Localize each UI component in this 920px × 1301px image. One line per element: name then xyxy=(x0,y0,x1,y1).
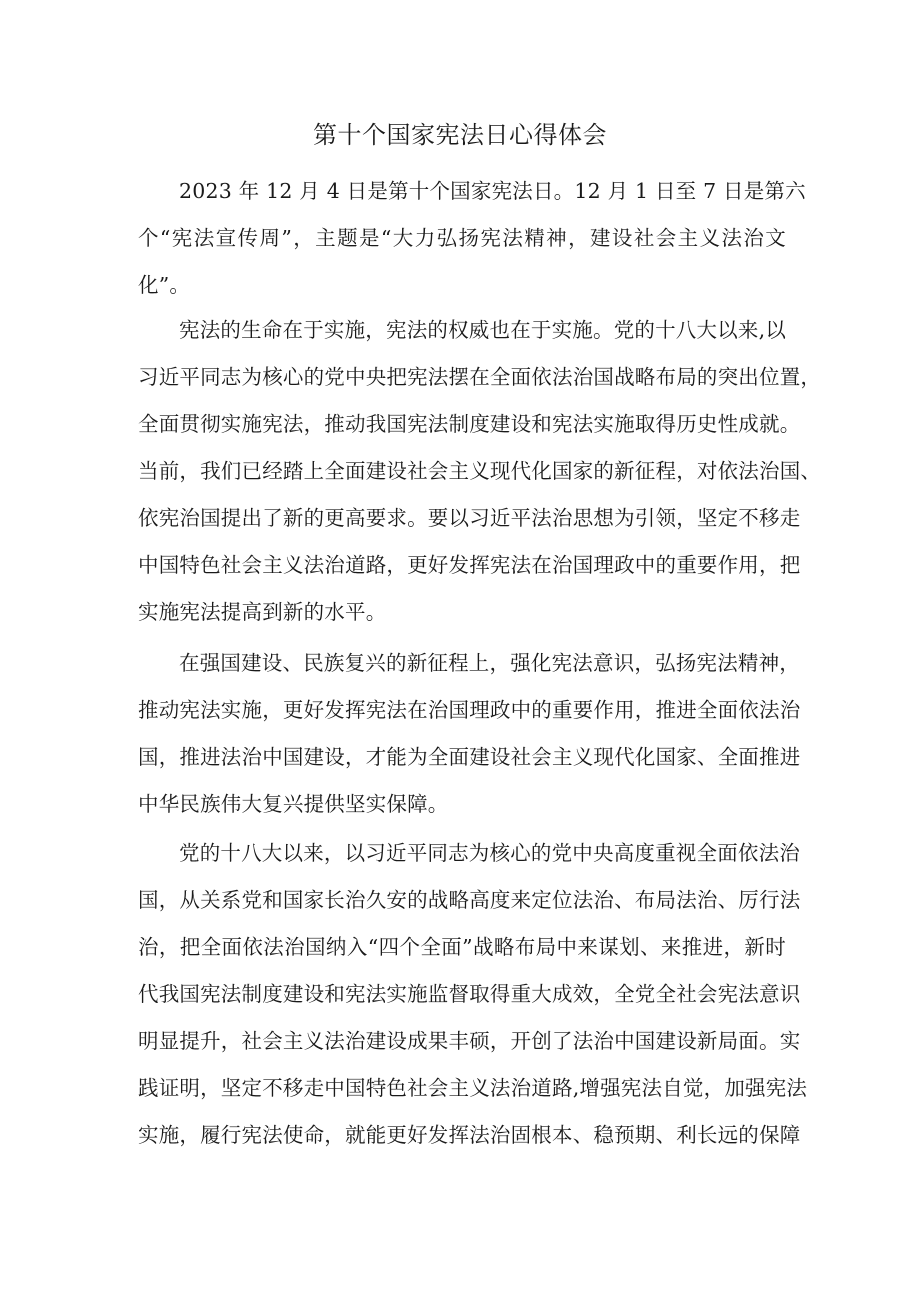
paragraph-line: 当前，我们已经踏上全面建设社会主义现代化国家的新征程，对依法治国、 xyxy=(138,459,822,483)
paragraph-line: 宪法的生命在于实施，宪法的权威也在于实施。党的十八大以来,以 xyxy=(179,318,787,342)
paragraph-line: 推动宪法实施，更好发挥宪法在治国理政中的重要作用，推进全面依法治 xyxy=(138,698,801,722)
paragraph-line: 实施宪法提高到新的水平。 xyxy=(138,600,387,624)
paragraph-line: 党的十八大以来，以习近平同志为核心的党中央高度重视全面依法治 xyxy=(179,841,800,865)
paragraph-line: 中华民族伟大复兴提供坚实保障。 xyxy=(138,792,449,816)
paragraph-line: 个“宪法宣传周”，主题是“大力弘扬宪法精神，建设社会主义法治文 xyxy=(138,226,786,250)
paragraph-line: 全面贯彻实施宪法，推动我国宪法制度建设和宪法实施取得历史性成就。 xyxy=(138,412,801,436)
paragraph-2 xyxy=(138,307,822,636)
paragraph-1 xyxy=(138,168,806,309)
paragraph-line: 代我国宪法制度建设和宪法实施监督取得重大成效，全党全社会宪法意识 xyxy=(138,982,801,1006)
paragraph-4 xyxy=(138,830,808,1159)
paragraph-line: 治，把全面依法治国纳入“四个全面”战略布局中来谋划、来推进，新时 xyxy=(138,935,786,959)
paragraph-line: 依宪治国提出了新的更高要求。要以习近平法治思想为引领，坚定不移走 xyxy=(138,506,801,530)
paragraph-line: 实施，履行宪法使命，就能更好发挥法治固根本、稳预期、利长远的保障 xyxy=(138,1123,801,1147)
paragraph-line: 国，从关系党和国家长治久安的战略高度来定位法治、布局法治、厉行法 xyxy=(138,888,801,912)
paragraph-3 xyxy=(138,640,801,828)
paragraph-line: 践证明，坚定不移走中国特色社会主义法治道路,增强宪法自觉，加强宪法 xyxy=(138,1076,808,1100)
paragraph-line: 在强国建设、民族复兴的新征程上，强化宪法意识，弘扬宪法精神， xyxy=(179,651,800,675)
paragraph-line: 2023 年 12 月 4 日是第十个国家宪法日。12 月 1 日至 7 日是第六 xyxy=(179,179,806,203)
document-title: 第十个国家宪法日心得体会 xyxy=(313,121,607,149)
paragraph-line: 明显提升，社会主义法治建设成果丰硕，开创了法治中国建设新局面。实 xyxy=(138,1029,801,1053)
paragraph-line: 中国特色社会主义法治道路，更好发挥宪法在治国理政中的重要作用，把 xyxy=(138,553,801,577)
paragraph-line: 化”。 xyxy=(138,273,191,297)
paragraph-line: 习近平同志为核心的党中央把宪法摆在全面依法治国战略布局的突出位置， xyxy=(138,365,822,389)
paragraph-line: 国，推进法治中国建设，才能为全面建设社会主义现代化国家、全面推进 xyxy=(138,745,801,769)
